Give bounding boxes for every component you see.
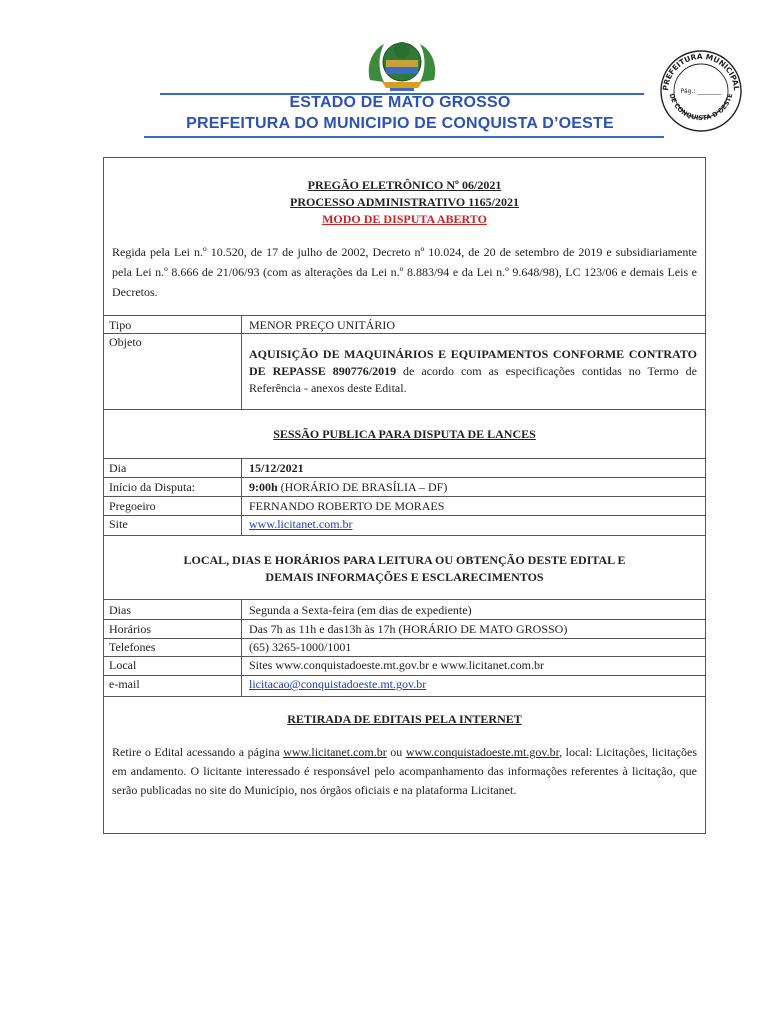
stamp-bottom-text: DE CONQUISTA D'OESTE bbox=[667, 92, 735, 123]
divider bbox=[104, 535, 705, 536]
inicio-rest-text: (HORÁRIO DE BRASÍLIA – DF) bbox=[277, 480, 448, 494]
local-title-line-2: DEMAIS INFORMAÇÕES E ESCLARECIMENTOS bbox=[265, 570, 544, 584]
dias-value: Segunda a Sexta-feira (em dias de expediente) bbox=[249, 603, 472, 617]
dias-label: Dias bbox=[109, 603, 131, 617]
local-label: Local bbox=[109, 658, 137, 672]
prefeitura-title: PREFEITURA DO MUNICIPIO DE CONQUISTA D’OESTE bbox=[186, 115, 614, 132]
header-rule-bottom bbox=[144, 136, 664, 138]
site-label: Site bbox=[109, 517, 128, 531]
divider bbox=[104, 315, 705, 316]
divider bbox=[104, 638, 705, 639]
licitanet-link[interactable]: www.licitanet.com.br bbox=[283, 745, 387, 759]
conquistadoeste-link[interactable]: www.conquistadoeste.mt.gov.br bbox=[405, 745, 560, 759]
objeto-bold-text: AQUISIÇÃO DE MAQUINÁRIOS E EQUIPAMENTOS CONFORME CONTRATO DE REPASSE 890776/2019 bbox=[249, 347, 697, 378]
intro-paragraph: Regida pela Lei n.º 10.520, de 17 de julho de 2002, Decreto nº 10.024, de 20 de setembro de 2019 e subsidiariamente pela Lei n.º 8.666 de 21/06/93 (com as alterações da Lei n.º 8.883/94 e da Lei n.º 9.648/98), LC 123/06 e demais Leis e Decretos. bbox=[112, 245, 697, 299]
objeto-value bbox=[249, 346, 697, 397]
inicio-label: Início da Disputa: bbox=[109, 480, 195, 494]
divider bbox=[104, 675, 705, 676]
horarios-label: Horários bbox=[109, 622, 151, 636]
divider bbox=[104, 515, 705, 516]
pregao-number: PREGÃO ELETRÔNICO Nº 06/2021 bbox=[307, 178, 502, 192]
dia-value: 15/12/2021 bbox=[249, 461, 304, 475]
column-divider bbox=[241, 599, 242, 696]
dispute-mode: MODO DE DISPUTA ABERTO bbox=[322, 212, 487, 226]
divider bbox=[104, 333, 705, 334]
retirada-text-1: Retire o Edital acessando a página bbox=[112, 745, 284, 759]
local-title bbox=[104, 552, 705, 586]
pregoeiro-label: Pregoeiro bbox=[109, 499, 156, 513]
tipo-label: Tipo bbox=[109, 318, 132, 332]
retirada-text-2: ou bbox=[386, 745, 406, 759]
svg-text:PREFEITURA MUNICIPAL bbox=[661, 52, 741, 91]
divider bbox=[104, 496, 705, 497]
local-value: Sites www.conquistadoeste.mt.gov.br e www.licitanet.com.br bbox=[249, 658, 544, 672]
divider bbox=[104, 656, 705, 657]
site-link[interactable]: www.licitanet.com.br bbox=[249, 517, 353, 531]
inicio-bold-text: 9:00h bbox=[249, 480, 278, 494]
state-title: ESTADO DE MATO GROSSO bbox=[289, 94, 511, 111]
retirada-title: RETIRADA DE EDITAIS PELA INTERNET bbox=[287, 712, 522, 726]
objeto-rest-text: de acordo com as especificações contidas no Termo de Referência - anexos deste Edital. bbox=[249, 364, 697, 395]
telefones-label: Telefones bbox=[109, 640, 156, 654]
column-divider bbox=[241, 315, 242, 409]
svg-text:DE CONQUISTA D'OESTE bbox=[668, 92, 735, 122]
divider bbox=[104, 619, 705, 620]
retirada-paragraph bbox=[104, 743, 705, 800]
processo-number: PROCESSO ADMINISTRATIVO 1165/2021 bbox=[290, 195, 519, 209]
horarios-value: Das 7h as 11h e das13h às 17h (HORÁRIO DE MATO GROSSO) bbox=[249, 622, 568, 636]
sessao-title: SESSÃO PUBLICA PARA DISPUTA DE LANCES bbox=[273, 427, 536, 441]
email-label: e-mail bbox=[109, 677, 140, 691]
municipal-coat-of-arms-logo bbox=[364, 36, 440, 94]
stamp-page-text: Pág.: ________ bbox=[680, 88, 722, 95]
retirada-text-3: , local: Licitações, licitações em andamento. O licitante interessado é responsável pelo acompanhamento das informações referentes à licitação, que serão publicadas no site do Município, nos órgãos oficiais e na plataforma Licitanet. bbox=[112, 745, 698, 797]
edital-heading bbox=[104, 177, 705, 228]
divider bbox=[104, 477, 705, 478]
pregoeiro-value: FERNANDO ROBERTO DE MORAES bbox=[249, 499, 445, 513]
stamp-top-text: PREFEITURA MUNICIPAL bbox=[660, 51, 742, 92]
divider bbox=[104, 458, 705, 459]
local-title-line-1: LOCAL, DIAS E HORÁRIOS PARA LEITURA OU OBTENÇÃO DESTE EDITAL E bbox=[183, 553, 626, 567]
telefones-value: (65) 3265-1000/1001 bbox=[249, 640, 352, 654]
inicio-value bbox=[249, 480, 447, 495]
tipo-value: MENOR PREÇO UNITÁRIO bbox=[249, 318, 396, 332]
dia-label: Dia bbox=[109, 461, 127, 475]
divider bbox=[104, 409, 705, 410]
municipal-stamp bbox=[656, 44, 746, 134]
edital-box bbox=[103, 157, 706, 834]
divider bbox=[104, 599, 705, 600]
email-link[interactable]: licitacao@conquistadoeste.mt.gov.br bbox=[249, 677, 427, 691]
objeto-label: Objeto bbox=[109, 335, 142, 349]
divider bbox=[104, 696, 705, 697]
